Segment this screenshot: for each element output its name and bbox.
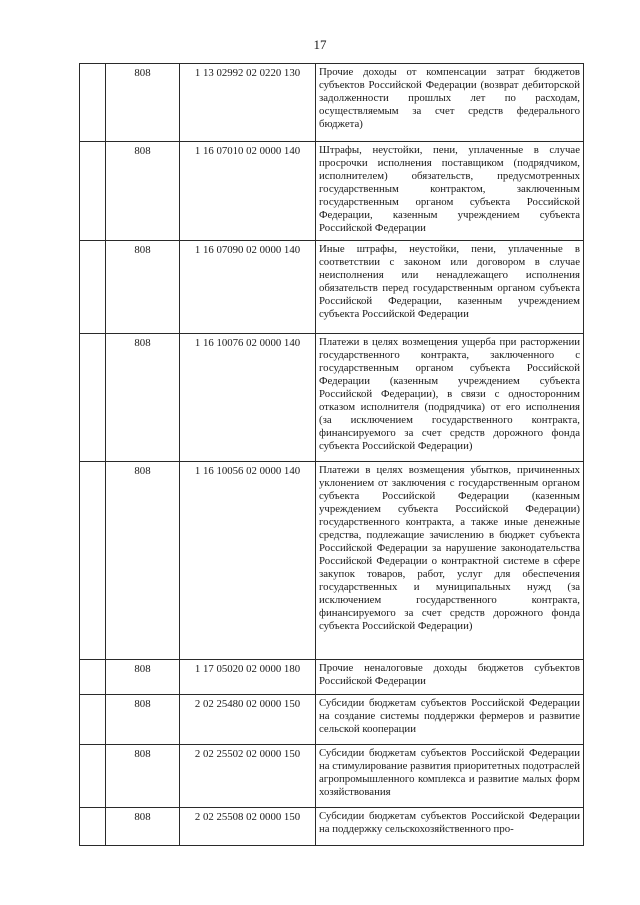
table-row: [80, 334, 584, 462]
table-row: [80, 64, 584, 142]
description-cell: Иные штрафы, неустойки, пени, уплаченные в соответствии с законом или договором в случае неисполнения или ненадлежащего исполнения обязательств перед государственным органом субъекта Российской Федерации, казенным учреждением субъекта Российской Федерации: [316, 241, 584, 334]
blank-cell: [80, 808, 106, 846]
admin-code-cell: 808: [106, 334, 180, 462]
table-row: [80, 808, 584, 846]
budget-code-cell: 1 16 10056 02 0000 140: [180, 462, 316, 660]
budget-code-cell: 2 02 25502 02 0000 150: [180, 745, 316, 808]
blank-cell: [80, 462, 106, 660]
description-cell: Субсидии бюджетам субъектов Российской Федерации на создание системы поддержки фермеров и развитие сельской кооперации: [316, 695, 584, 745]
admin-code-cell: 808: [106, 241, 180, 334]
description-cell: Субсидии бюджетам субъектов Российской Федерации на поддержку сельскохозяйственного про-: [316, 808, 584, 846]
blank-cell: [80, 334, 106, 462]
admin-code-cell: 808: [106, 64, 180, 142]
blank-cell: [80, 241, 106, 334]
description-cell: Платежи в целях возмещения ущерба при расторжении государственного контракта, заключенного с государственным органом субъекта Российской Федерации (казенным учреждением субъекта Российской Федерации), в связи с односторонним отказом исполнителя (подрядчика) от его исполнения (за исключением государственного контракта, финансируемого за счет средств дорожного фонда субъекта Российской Федерации): [316, 334, 584, 462]
table-row: [80, 745, 584, 808]
blank-cell: [80, 64, 106, 142]
budget-code-cell: 2 02 25508 02 0000 150: [180, 808, 316, 846]
budget-code-cell: 1 13 02992 02 0220 130: [180, 64, 316, 142]
description-cell: Прочие неналоговые доходы бюджетов субъектов Российской Федерации: [316, 660, 584, 695]
description-cell: Прочие доходы от компенсации затрат бюджетов субъектов Российской Федерации (возврат дебиторской задолженности прошлых лет по расходам, осуществляемым за счет средств федерального бюджета): [316, 64, 584, 142]
blank-cell: [80, 695, 106, 745]
budget-code-cell: 1 16 07010 02 0000 140: [180, 142, 316, 241]
table-row: [80, 142, 584, 241]
table-row: [80, 695, 584, 745]
budget-code-cell: 2 02 25480 02 0000 150: [180, 695, 316, 745]
page-number: 17: [313, 37, 327, 52]
blank-cell: [80, 142, 106, 241]
budget-code-cell: 1 16 10076 02 0000 140: [180, 334, 316, 462]
blank-cell: [80, 660, 106, 695]
blank-cell: [80, 745, 106, 808]
table-row: [80, 660, 584, 695]
revenue-codes-table: [79, 63, 584, 846]
description-cell: Штрафы, неустойки, пени, уплаченные в случае просрочки исполнения поставщиком (подрядчиком, исполнителем) обязательств, предусмотренных государственным контрактом, заключенным государственным органом субъекта Российской Федерации, казенным учреждением субъекта Российской Федерации: [316, 142, 584, 241]
budget-code-cell: 1 16 07090 02 0000 140: [180, 241, 316, 334]
admin-code-cell: 808: [106, 808, 180, 846]
table-row: [80, 241, 584, 334]
admin-code-cell: 808: [106, 745, 180, 808]
table-row: [80, 462, 584, 660]
admin-code-cell: 808: [106, 660, 180, 695]
admin-code-cell: 808: [106, 462, 180, 660]
admin-code-cell: 808: [106, 695, 180, 745]
admin-code-cell: 808: [106, 142, 180, 241]
budget-code-cell: 1 17 05020 02 0000 180: [180, 660, 316, 695]
description-cell: Платежи в целях возмещения убытков, причиненных уклонением от заключения с государственным органом субъекта Российской Федерации (казенным учреждением субъекта Российской Федерации) государственного контракта, а также иные денежные средства, подлежащие зачислению в бюджет субъекта Российской Федерации за нарушение законодательства Российской Федерации о контрактной системе в сфере закупок товаров, работ, услуг для обеспечения государственных и муниципальных нужд (за исключением государственного контракта, финансируемого за счет средств дорожного фонда субъекта Российской Федерации): [316, 462, 584, 660]
description-cell: Субсидии бюджетам субъектов Российской Федерации на стимулирование развития приоритетных подотраслей агропромышленного комплекса и развитие малых форм хозяйствования: [316, 745, 584, 808]
